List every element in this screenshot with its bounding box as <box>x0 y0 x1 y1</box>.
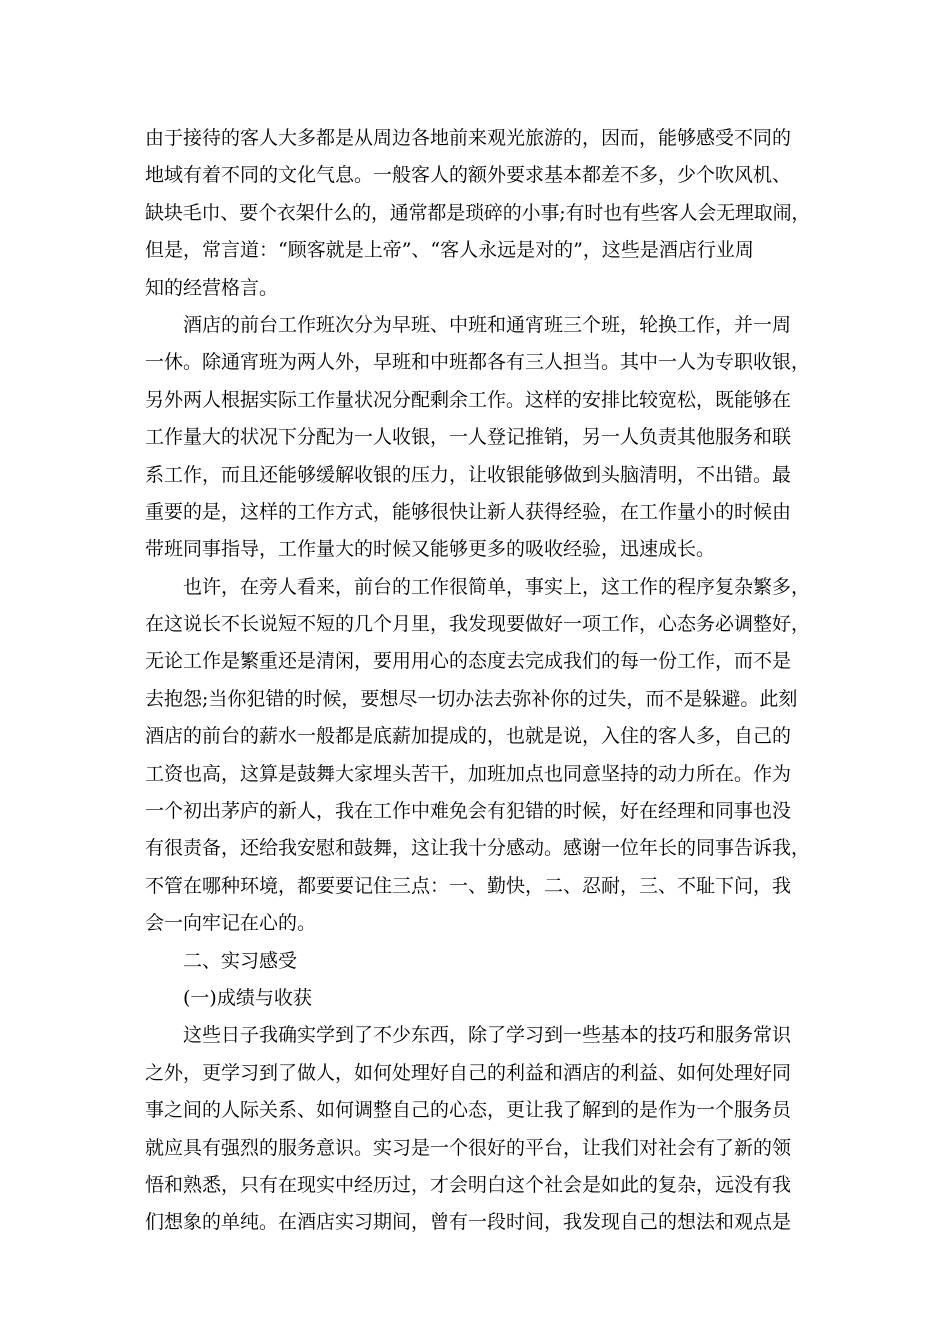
text-line: 无论工作是繁重还是清闲，要用用心的态度去完成我们的每一份工作，而不是 <box>145 650 792 673</box>
text-line: 另外两人根据实际工作量状况分配剩余工作。这样的安排比较宽松，既能够在 <box>145 388 792 411</box>
text-line: 事之间的人际关系、如何调整自己的心态，更让我了解到的是作为一个服务员 <box>145 1099 792 1122</box>
text-line: 酒店的前台的薪水一般都是底薪加提成的，也就是说，入住的客人多，自己的 <box>145 725 792 748</box>
text-line: 地域有着不同的文化气息。一般客人的额外要求基本都差不多，少个吹风机、 <box>145 164 792 187</box>
text-line: 由于接待的客人大多都是从周边各地前来观光旅游的，因而，能够感受不同的 <box>145 127 792 149</box>
text-line: 知的经营格言。 <box>145 276 279 299</box>
text-line: 会一向牢记在心的。 <box>145 912 317 935</box>
text-line: 在这说长不长说短不短的几个月里，我发现要做好一项工作，心态务必调整好， <box>145 613 811 636</box>
text-line: 这些日子我确实学到了不少东西，除了学习到一些基本的技巧和服务常识 <box>183 1024 792 1047</box>
text-line: 不管在哪种环境，都要要记住三点：一、勤快，二、忍耐，三、不耻下问，我 <box>145 874 792 897</box>
text-line: 工资也高，这算是鼓舞大家埋头苦干，加班加点也同意坚持的动力所在。作为 <box>145 762 792 785</box>
document-body <box>145 120 810 1242</box>
text-line: 酒店的前台工作班次分为早班、中班和通宵班三个班，轮换工作，并一周 <box>183 313 792 336</box>
text-line: 系工作，而且还能够缓解收银的压力，让收银能够做到头脑清明，不出错。最 <box>145 463 792 486</box>
text-line: 悟和熟悉，只有在现实中经历过，才会明白这个社会是如此的复杂，远没有我 <box>145 1173 792 1196</box>
text-line: (一)成绩与收获 <box>183 986 312 1009</box>
text-line: 一个初出茅庐的新人，我在工作中难免会有犯错的时候，好在经理和同事也没 <box>145 800 792 823</box>
text-line: 工作量大的状况下分配为一人收银，一人登记推销，另一人负责其他服务和联 <box>145 426 792 449</box>
text-line: 二、实习感受 <box>183 949 298 972</box>
text-line: 但是，常言道：“顾客就是上帝”、“客人永远是对的”，这些是酒店行业周 <box>145 239 754 262</box>
text-line: 去抱怨;当你犯错的时候，要想尽一切办法去弥补你的过失，而不是躲避。此刻 <box>145 687 798 710</box>
text-line: 一休。除通宵班为两人外，早班和中班都各有三人担当。其中一人为专职收银， <box>145 351 811 374</box>
text-line: 之外，更学习到了做人，如何处理好自己的利益和酒店的利益、如何处理好同 <box>145 1061 792 1084</box>
text-line: 也许，在旁人看来，前台的工作很简单，事实上，这工作的程序复杂繁多， <box>183 575 811 598</box>
text-line: 有很责备，还给我安慰和鼓舞，这让我十分感动。感谢一位年长的同事告诉我， <box>145 837 811 860</box>
text-line: 带班同事指导，工作量大的时候又能够更多的吸收经验，迅速成长。 <box>145 538 716 561</box>
text-line: 缺块毛巾、要个衣架什么的，通常都是琐碎的小事;有时也有些客人会无理取闹， <box>145 201 811 224</box>
text-line: 重要的是，这样的工作方式，能够很快让新人获得经验，在工作量小的时候由 <box>145 500 792 523</box>
text-line: 们想象的单纯。在酒店实习期间，曾有一段时间，我发现自己的想法和观点是 <box>145 1211 792 1234</box>
text-line: 就应具有强烈的服务意识。实习是一个很好的平台，让我们对社会有了新的领 <box>145 1136 792 1159</box>
